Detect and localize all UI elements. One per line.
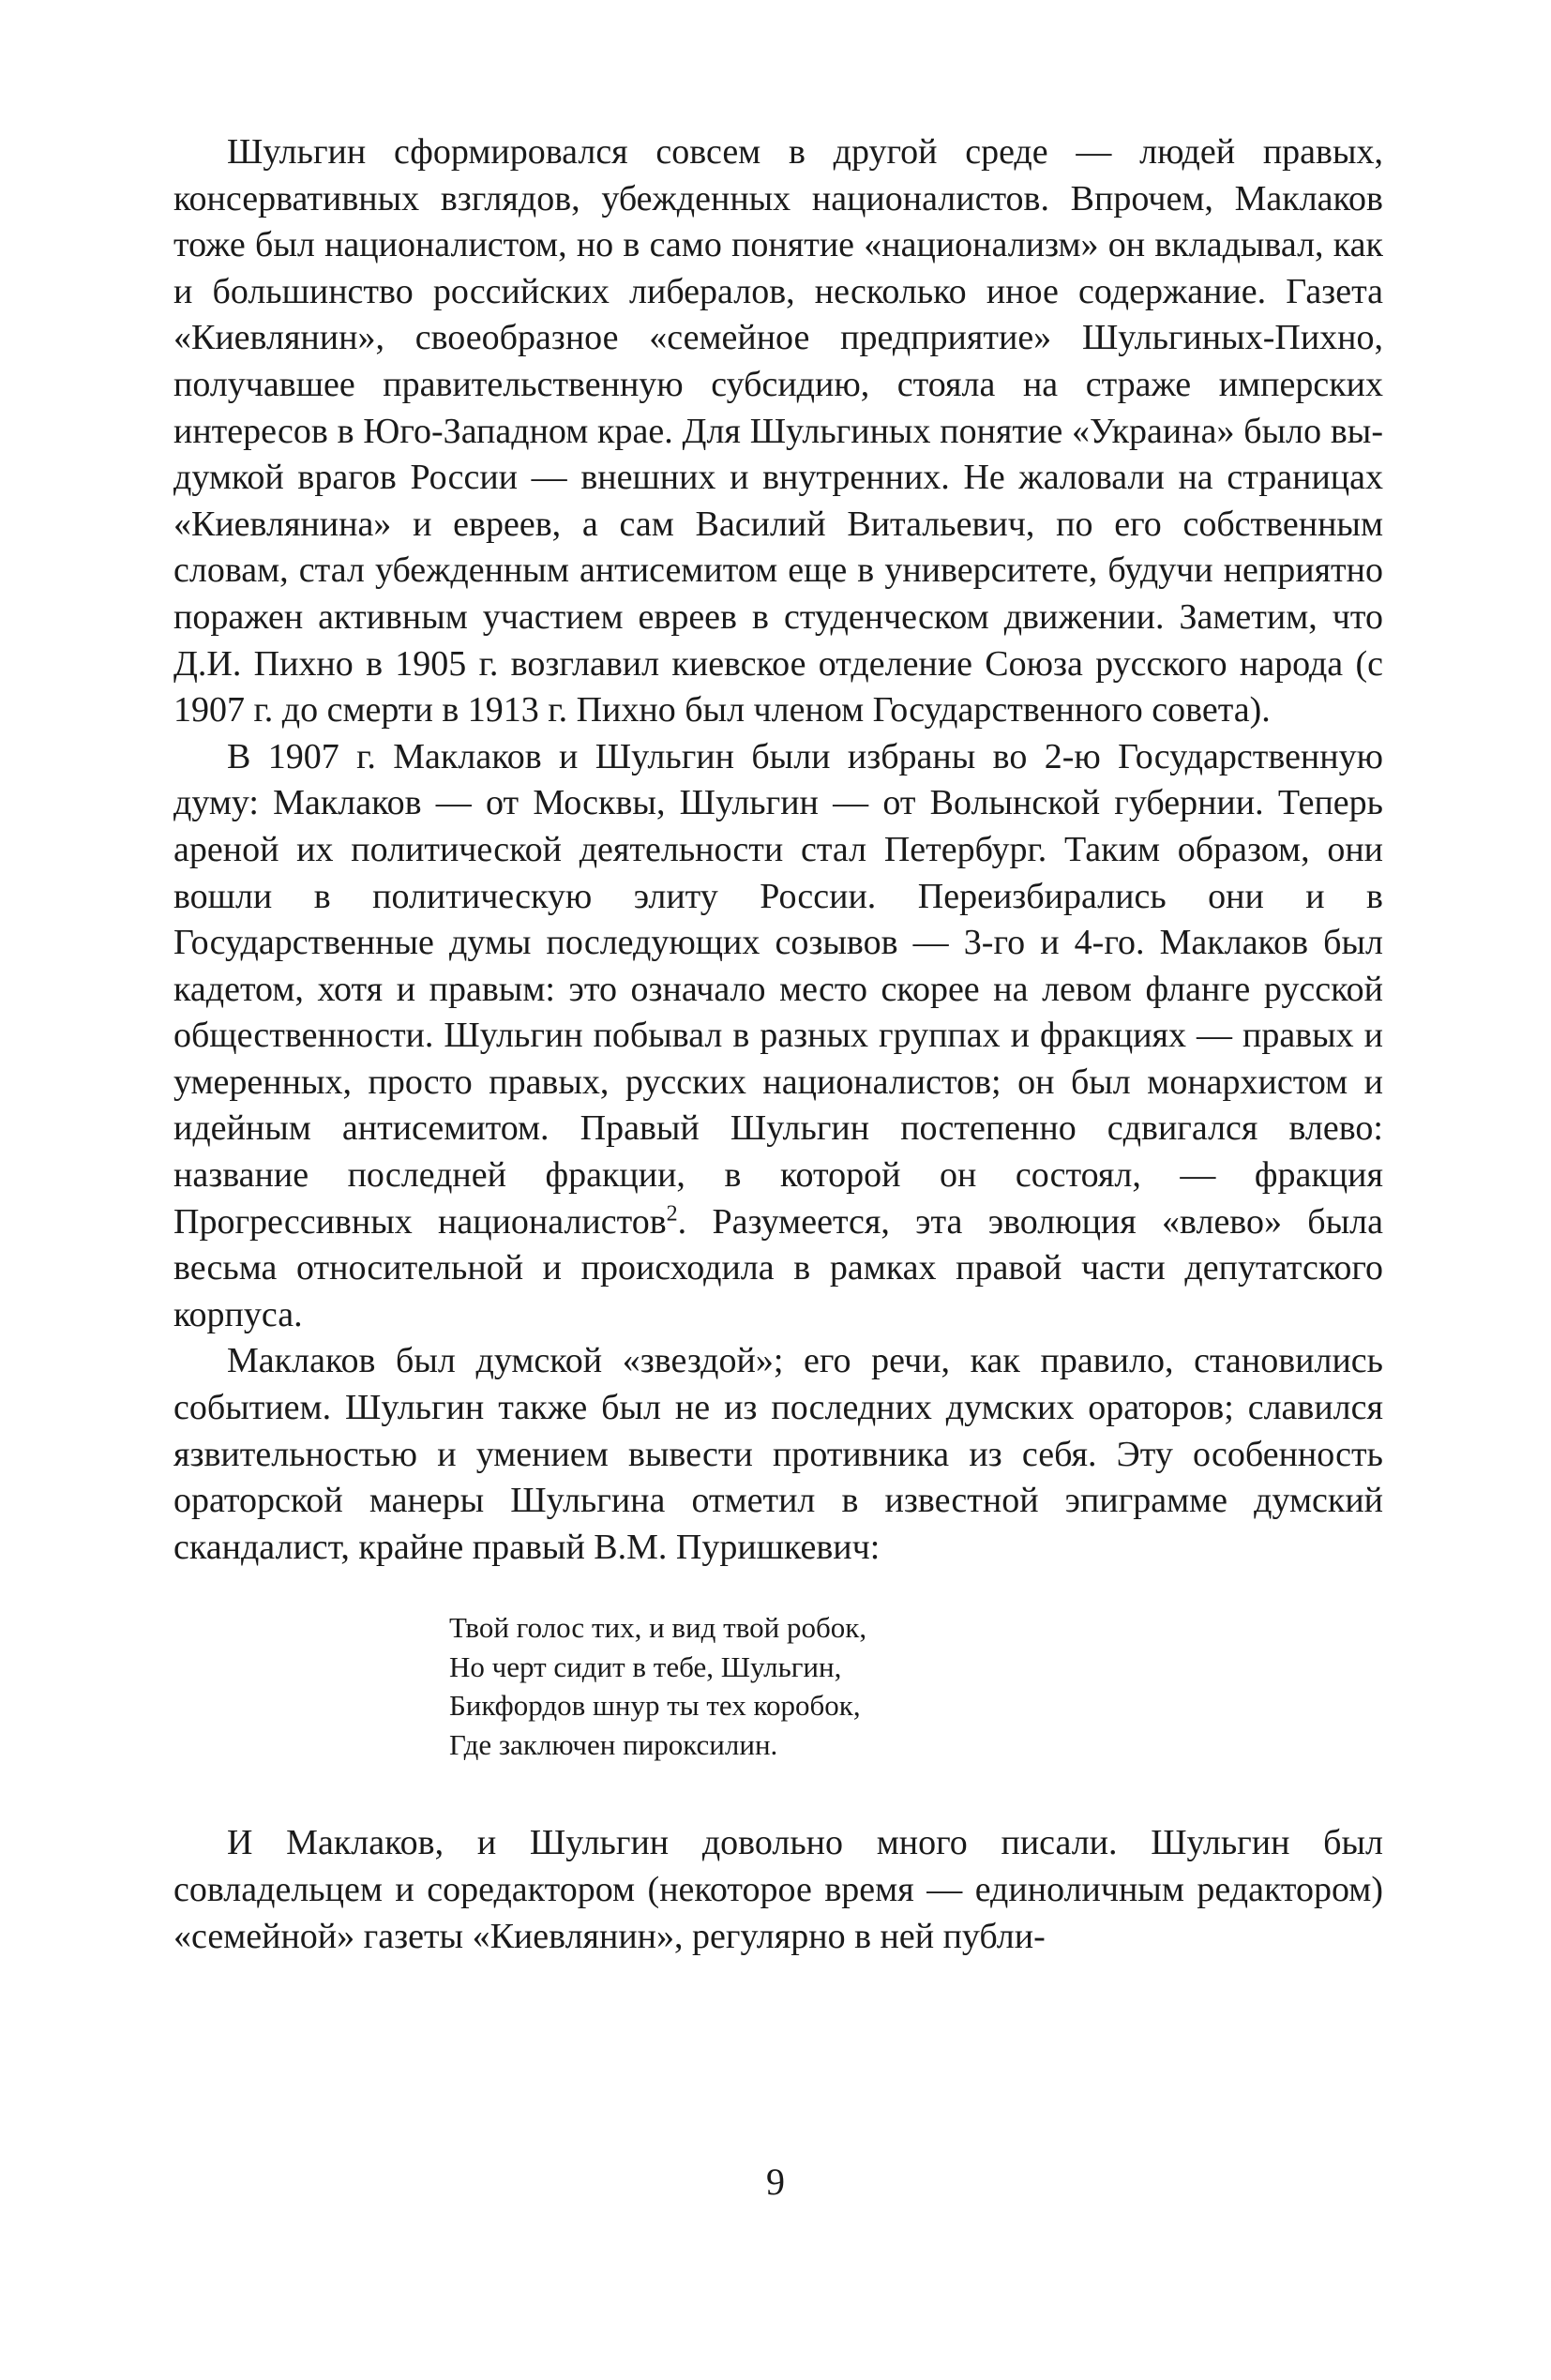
paragraph-2-text: В 1907 г. Маклаков и Шульгин были избраны во 2-ю Государственную думу: Маклаков — от Москвы, Шульгин — от Волынской губернии. Теперь ареной их политической деятельности стал Петербург. Таким образом, они вошли в политическую элиту России. Переизбирались они и в Государственные думы последующих созывов — 3-го и 4-го. Маклаков был кадетом, хотя и правым: это означало место скорее на левом фланге русской общественности. Шульгин побывал в разных группах и фракциях — правых и умеренных, просто правых, русских националистов; он был монархистом и идейным антисемитом. Правый Шульгин постепенно сдвигался влево: название последней фракции, в которой он состоял, — фракция Прогрессивных националистов bbox=[173, 736, 1383, 1242]
paragraph-2-text-continued: . Разумеется, эта эволюция «влево» была весьма относительной и происходила в рамках правой части депутатского корпуса. bbox=[173, 1201, 1383, 1334]
paragraph-3 bbox=[173, 1338, 1383, 1571]
paragraph-1-text: Шульгин сформировался совсем в другой среде — людей правых, консервативных взглядов, убежденных националистов. Впрочем, Маклаков тоже был националистом, но в само понятие «национализм» он вкладывал, как и большинство российских либералов, несколько иное содержание. Газета «Киевлянин», своеобразное «семейное предприятие» Шульгиных-Пихно, получавшее правительственную субсидию, стояла на страже имперских интересов в Юго-Западном крае. Для Шульгиных понятие «Украина» было выдумкой врагов России — внешних и внутренних. Не жаловали на страницах «Киевлянина» и евреев, а сам Василий Витальевич, по его собственным словам, стал убежденным антисемитом еще в университете, будучи неприятно поражен активным участием евреев в студенческом движении. Заметим, что Д.И. Пихно в 1905 г. возглавил киевское отделение Союза русского народа (с 1907 г. до смерти в 1913 г. Пихно был членом Государственного совета). bbox=[173, 132, 1383, 731]
epigram-poem bbox=[449, 1608, 1383, 1764]
paragraph-4 bbox=[173, 1820, 1383, 1960]
page-body bbox=[173, 129, 1383, 1960]
footnote-marker[interactable]: 2 bbox=[666, 1201, 678, 1226]
paragraph-2 bbox=[173, 734, 1383, 1339]
poem-line: Твой голос тих, и вид твой робок, bbox=[449, 1611, 867, 1645]
page-number: 9 bbox=[766, 2161, 785, 2203]
paragraph-4-text: И Маклаков, и Шульгин довольно много писали. Шульгин был совладельцем и соредактором (некоторое время — единоличным редактором) «семейной» газеты «Киевлянин», регулярно в ней публи- bbox=[173, 1823, 1383, 1956]
paragraph-1 bbox=[173, 129, 1383, 734]
poem-line: Где заключен пироксилин. bbox=[449, 1727, 778, 1761]
paragraph-3-text: Маклаков был думской «звездой»; его речи, как правило, становились событием. Шульгин также был не из последних думских ораторов; славился язвительностью и умением вывести противника из себя. Эту особенность ораторской манеры Шульгина отметил в известной эпиграмме думский скандалист, крайне правый В.М. Пуришкевич: bbox=[173, 1341, 1383, 1567]
poem-line: Бикфордов шнур ты тех коробок, bbox=[449, 1689, 861, 1723]
poem-line: Но черт сидит в тебе, Шульгин, bbox=[449, 1649, 842, 1683]
